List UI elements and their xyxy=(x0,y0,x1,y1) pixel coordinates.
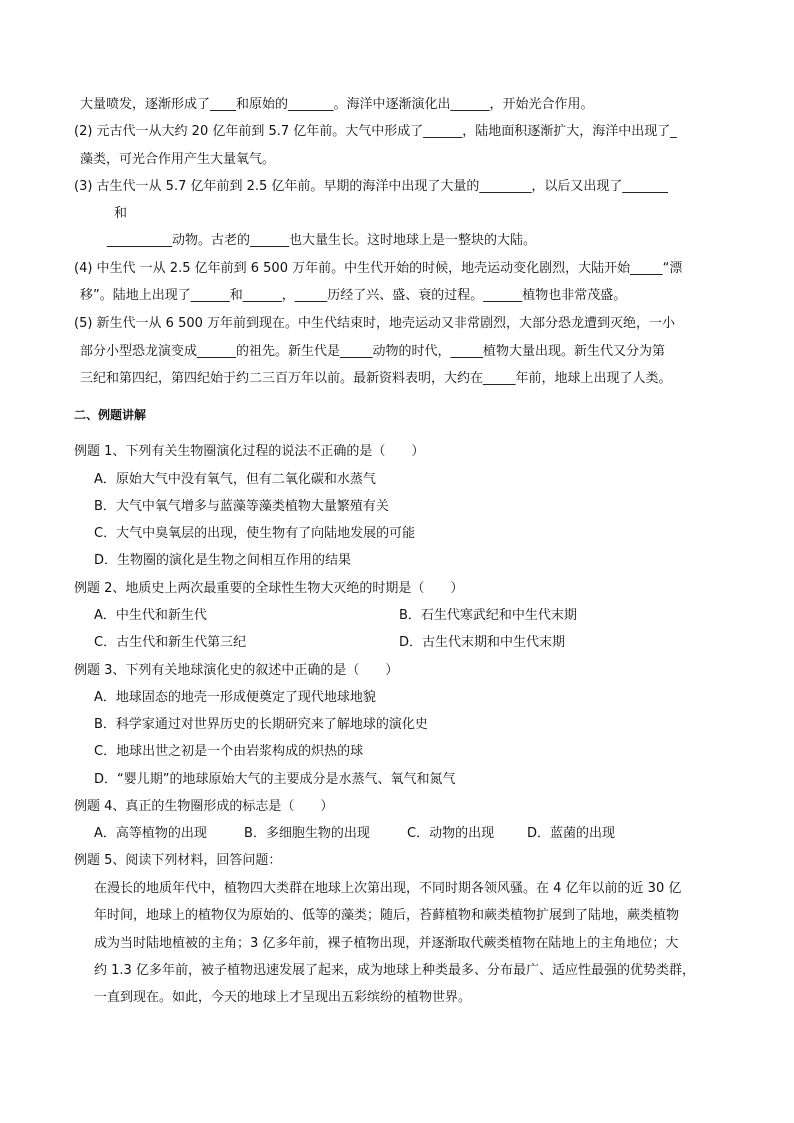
q5-stem: 例题 5、阅读下列材料，回答问题： xyxy=(74,853,282,868)
q4-option-d: D．蓝菌的出现 xyxy=(527,826,616,841)
q5-paragraph-line3: 成为当时陆地植被的主角；3 亿多年前，裸子植物出现，并逐渐取代蕨类植物在陆地上的主角地位；大 xyxy=(94,936,679,951)
q4-option-b: B．多细胞生物的出现 xyxy=(244,826,370,841)
item5-line3: 三纪和第四纪，第四纪始于约二三百万年以前。最新资料表明，大约在_____年前，地球上出现了人类。 xyxy=(80,371,672,386)
q3-option-a: A．地球固态的地壳一形成便奠定了现代地球地貌 xyxy=(94,690,376,705)
q2-option-c: C．古生代和新生代第三纪 xyxy=(94,635,247,650)
q5-paragraph-line2: 年时间，地球上的植物仅为原始的、低等的藻类；随后，苔藓植物和蕨类植物扩展到了陆地，蕨类植物 xyxy=(94,908,680,923)
q5-paragraph-line1: 在漫长的地质年代中，植物四大类群在地球上次第出现，不同时期各领风骚。在 4 亿年以前的近 30 亿 xyxy=(94,881,682,896)
item3-line3: __________动物。古老的______也大量生长。这时地球上是一整块的大陆。 xyxy=(107,233,537,248)
q1-option-c: C．大气中臭氧层的出现，使生物有了向陆地发展的可能 xyxy=(94,526,416,541)
item2-line2: 藻类，可光合作用产生大量氧气。 xyxy=(80,152,276,167)
q5-paragraph-line5: 一直到现在。如此，今天的地球上才呈现出五彩缤纷的植物世界。 xyxy=(94,990,472,1005)
item2-line1: (2) 元古代一从大约 20 亿年前到 5.7 亿年前。大气中形成了______，陆地面积逐渐扩大，海洋中出现了_ xyxy=(74,124,677,139)
q5-paragraph-line4: 约 1.3 亿多年前，被子植物迅速发展了起来，成为地球上种类最多、分布最广、适应性最强的优势类群， xyxy=(94,963,695,978)
section2-heading: 二、例题讲解 xyxy=(74,408,147,422)
q2-option-d: D．古生代末期和中生代末期 xyxy=(399,635,566,650)
q3-option-d: D．“婴儿期”的地球原始大气的主要成分是水蒸气、氧气和氮气 xyxy=(94,772,456,787)
q3-stem: 例题 3、下列有关地球演化史的叙述中正确的是（ ） xyxy=(74,663,399,678)
item5-line2: 部分小型恐龙演变成______的祖先。新生代是_____动物的时代，_____植物大量出现。新生代又分为第 xyxy=(80,344,666,359)
item4-line1: (4) 中生代 一从 2.5 亿年前到 6 500 万年前。中生代开始的时候，地壳运动变化剧烈，大陆开始_____“漂 xyxy=(74,261,683,276)
q1-stem: 例题 1、下列有关生物圈演化过程的说法不正确的是（ ） xyxy=(74,444,425,459)
item4-line2: 移”。陆地上出现了______和______，_____历经了兴、盛、衰的过程。______植物也非常茂盛。 xyxy=(80,288,627,303)
q1-option-b: B．大气中氧气增多与蓝藻等藻类植物大量繁殖有关 xyxy=(94,499,389,514)
q2-option-b: B．石生代寒武纪和中生代末期 xyxy=(399,608,577,623)
item5-line1: (5) 新生代一从 6 500 万年前到现在。中生代结束时，地壳运动又非常剧烈，大部分恐龙遭到灭绝，一小 xyxy=(74,316,676,331)
section1-continuation: 大量喷发，逐渐形成了____和原始的_______。海洋中逐渐演化出______，开始光合作用。 xyxy=(80,97,594,112)
q1-option-d: D．生物圈的演化是生物之间相互作用的结果 xyxy=(94,553,352,568)
q4-stem: 例题 4、真正的生物圈形成的标志是（ ） xyxy=(74,799,334,814)
q4-option-a: A．高等植物的出现 xyxy=(94,826,207,841)
q3-option-c: C．地球出世之初是一个由岩浆构成的炽热的球 xyxy=(94,744,364,759)
item3-line1: (3) 古生代一从 5.7 亿年前到 2.5 亿年前。早期的海洋中出现了大量的________，以后又出现了_______ xyxy=(74,179,668,194)
q1-option-a: A．原始大气中没有氧气，但有二氧化碳和水蒸气 xyxy=(94,472,376,487)
q2-stem: 例题 2、地质史上两次最重要的全球性生物大灭绝的时期是（ ） xyxy=(74,581,464,596)
item3-line2: 和 xyxy=(114,206,128,221)
q4-option-c: C．动物的出现 xyxy=(407,826,495,841)
q2-option-a: A．中生代和新生代 xyxy=(94,608,207,623)
q3-option-b: B．科学家通过对世界历史的长期研究来了解地球的演化史 xyxy=(94,717,428,732)
